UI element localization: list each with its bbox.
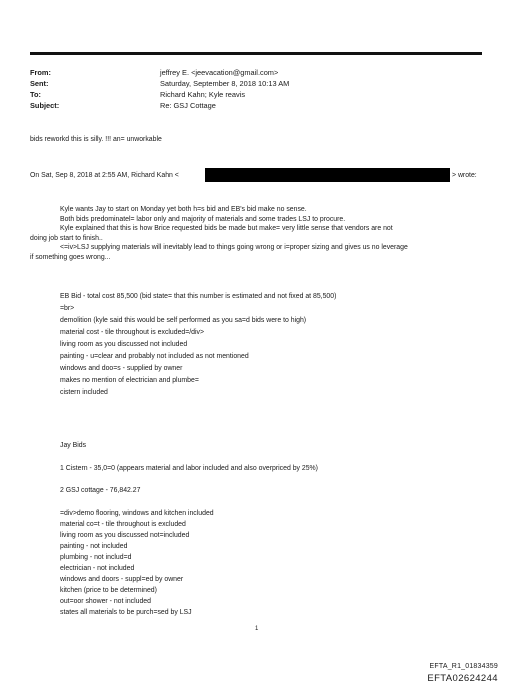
subject-label: Subject: xyxy=(30,101,60,110)
bates-number-primary: EFTA_R1_01834359 xyxy=(429,663,498,670)
page-number: 1 xyxy=(255,626,259,632)
bates-number-secondary: EFTA02624244 xyxy=(427,673,498,684)
jay-list-line: kitchen (price to be determined) xyxy=(60,587,157,594)
quote-wrote: > wrote: xyxy=(452,172,477,179)
eb-bid-line: living room as you discussed not included xyxy=(60,341,188,348)
para1-line: Both bids predominatel= labor only and majority of materials and some trades LSJ to procure. xyxy=(60,215,346,223)
reply-text: bids reworkd this is silly. !!! an= unworkable xyxy=(30,136,162,143)
from-value: jeffrey E. <jeevacation@gmail.com> xyxy=(160,68,279,77)
sent-value: Saturday, September 8, 2018 10:13 AM xyxy=(160,79,290,88)
from-label: From: xyxy=(30,68,51,77)
jay-list-line: windows and doors - suppl=ed by owner xyxy=(60,576,184,583)
jay-list-line: =div>demo flooring, windows and kitchen included xyxy=(60,510,214,517)
eb-bid-line: material cost - tile throughout is excluded=/div> xyxy=(60,329,205,336)
jay-bid-item: 2 GSJ cottage - 76,842.27 xyxy=(60,487,141,494)
jay-list-line: states all materials to be purch=sed by LSJ xyxy=(60,609,192,616)
jay-bid-item: 1 Cistern - 35,0=0 (appears material and labor included and also overpriced by 25%) xyxy=(60,465,318,472)
para1-line: Kyle wants Jay to start on Monday yet both h=s bid and EB's bid make no sense. xyxy=(60,206,307,213)
sent-label: Sent: xyxy=(30,79,49,88)
header-divider xyxy=(30,52,482,55)
para1-line: Kyle explained that this is how Brice requested bids be made but make= very little sense that vendors are not xyxy=(60,225,393,232)
jay-list-line: material co=t - tile throughout is excluded xyxy=(60,521,186,528)
jay-list-line: painting - not included xyxy=(60,543,128,550)
redaction-box xyxy=(205,168,450,182)
para1-line: doing job start to finish.. xyxy=(30,234,103,242)
eb-bid-line: cistern included xyxy=(60,389,108,396)
jay-list-line: living room as you discussed not=included xyxy=(60,532,190,539)
subject-value: Re: GSJ Cottage xyxy=(160,101,216,110)
eb-bid-line: makes no mention of electrician and plumbe= xyxy=(60,377,199,384)
para1-line: if something goes wrong... xyxy=(30,253,111,261)
jay-list-line: out=oor shower - not included xyxy=(60,598,151,605)
quote-attribution: On Sat, Sep 8, 2018 at 2:55 AM, Richard Kahn < xyxy=(30,172,179,179)
eb-bid-line: demolition (kyle said this would be self performed as you sa=d bids were to high) xyxy=(60,317,307,324)
eb-bid-line: windows and doo=s - supplied by owner xyxy=(60,365,183,372)
eb-bid-line: =br> xyxy=(60,305,75,312)
eb-bid-line: EB Bid - total cost 85,500 (bid state= that this number is estimated and not fixed at 85,500) xyxy=(60,293,337,300)
jay-bids-title: Jay Bids xyxy=(60,442,87,449)
jay-list-line: plumbing - not includ=d xyxy=(60,554,132,561)
to-label: To: xyxy=(30,90,41,99)
jay-list-line: electrician - not included xyxy=(60,565,135,572)
eb-bid-line: painting - u=clear and probably not included as not mentioned xyxy=(60,353,249,360)
to-value: Richard Kahn; Kyle reavis xyxy=(160,90,246,99)
para1-line: <=iv>LSJ supplying materials will inevitably lead to things going wrong or i=proper sizing and gives us no leverage xyxy=(60,244,408,251)
